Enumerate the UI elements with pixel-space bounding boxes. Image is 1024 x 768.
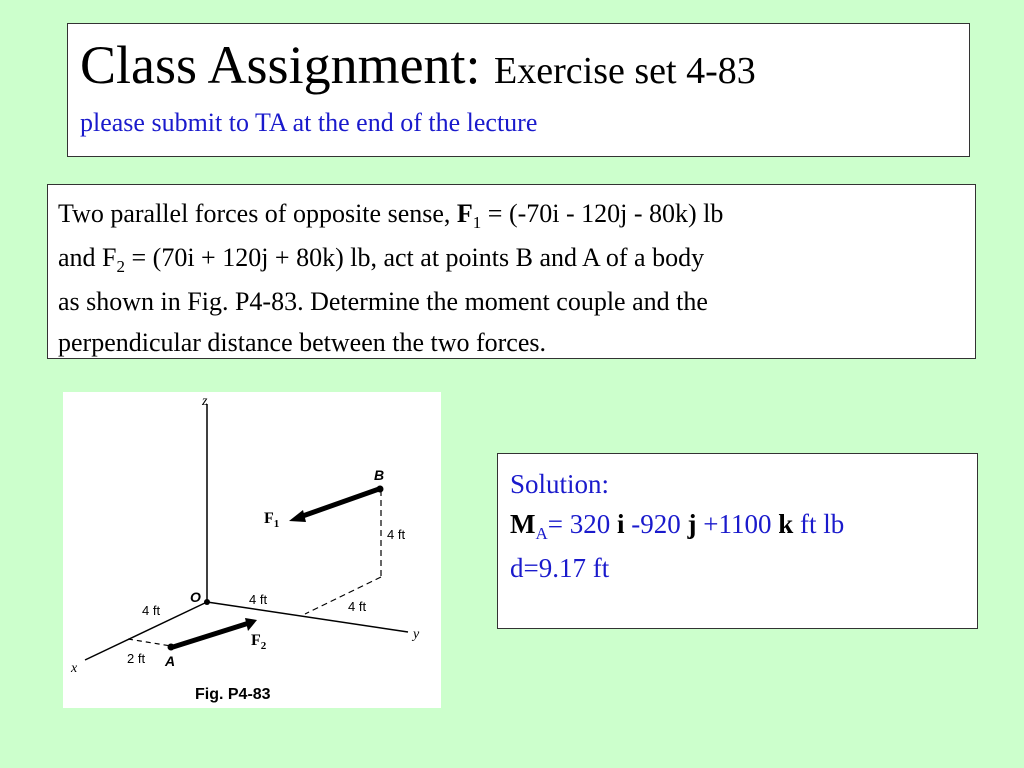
dim-2ft: 2 ft	[127, 651, 146, 666]
title-box	[67, 23, 970, 157]
label-x: x	[71, 661, 78, 676]
figure-drawing	[63, 392, 441, 708]
label-f2: $F_2$	[251, 632, 267, 652]
problem-line-1	[58, 193, 965, 237]
subscript: 1	[472, 213, 482, 232]
label-y: y	[413, 627, 420, 642]
problem-line-3: as shown in Fig. P4-83. Determine the moment couple and the	[58, 287, 708, 316]
problem-text: = (70i + 120j + 80k) lb, act at points B and A of a body	[125, 243, 705, 272]
point-b	[377, 486, 384, 493]
moment-symbol: M	[510, 509, 536, 539]
dashed-diagonal	[305, 577, 381, 614]
moment-k-value: +1100	[696, 509, 779, 539]
force-f2-arrowhead	[245, 618, 257, 631]
figure-p4-83	[63, 392, 441, 708]
dim-4ft-vertical: 4 ft	[387, 527, 406, 542]
problem-line-4: perpendicular distance between the two forces.	[58, 328, 547, 357]
dim-4ft-diag: 4 ft	[348, 599, 367, 614]
unit-vector-k: k	[778, 509, 794, 539]
title-line	[80, 34, 957, 102]
problem-text: Two parallel forces of opposite sense,	[58, 199, 457, 228]
label-f1: $F_1$	[264, 510, 280, 530]
subscript: 2	[116, 257, 125, 276]
moment-i-value: = 320	[547, 509, 617, 539]
figure-caption: Fig. P4-83	[195, 686, 271, 703]
solution-heading: Solution:	[510, 469, 610, 499]
label-b: B	[374, 467, 385, 483]
moment-subscript: A	[535, 524, 548, 543]
label-a: A	[165, 653, 176, 669]
force-f1-arrow	[297, 489, 379, 518]
point-o	[204, 599, 210, 605]
moment-line	[510, 504, 965, 548]
solution-box	[497, 453, 978, 629]
title-note: please submit to TA at the end of the lecture	[80, 108, 538, 137]
distance-line: d=9.17 ft	[510, 553, 610, 583]
problem-text: and F	[58, 243, 117, 272]
unit-vector-i: i	[617, 509, 625, 539]
problem-box	[47, 184, 976, 359]
force-f1-symbol: F	[456, 199, 473, 228]
unit-vector-j: j	[687, 509, 697, 539]
force-f1-arrowhead	[289, 510, 306, 522]
moment-j-value: -920	[624, 509, 688, 539]
dashed-x-offset	[128, 639, 171, 646]
label-o: O	[190, 589, 201, 605]
title-sub: Exercise set 4-83	[494, 50, 756, 92]
force-f2-arrow	[173, 623, 249, 647]
problem-line-2	[58, 237, 965, 281]
problem-text: = (-70i - 120j - 80k) lb	[481, 199, 724, 228]
moment-unit: ft lb	[793, 509, 845, 539]
label-z: z	[202, 394, 208, 409]
dim-4ft-oy: 4 ft	[249, 592, 268, 607]
point-a	[168, 644, 175, 651]
dim-4ft-ox: 4 ft	[142, 603, 161, 618]
title-main: Class Assignment:	[80, 35, 481, 95]
